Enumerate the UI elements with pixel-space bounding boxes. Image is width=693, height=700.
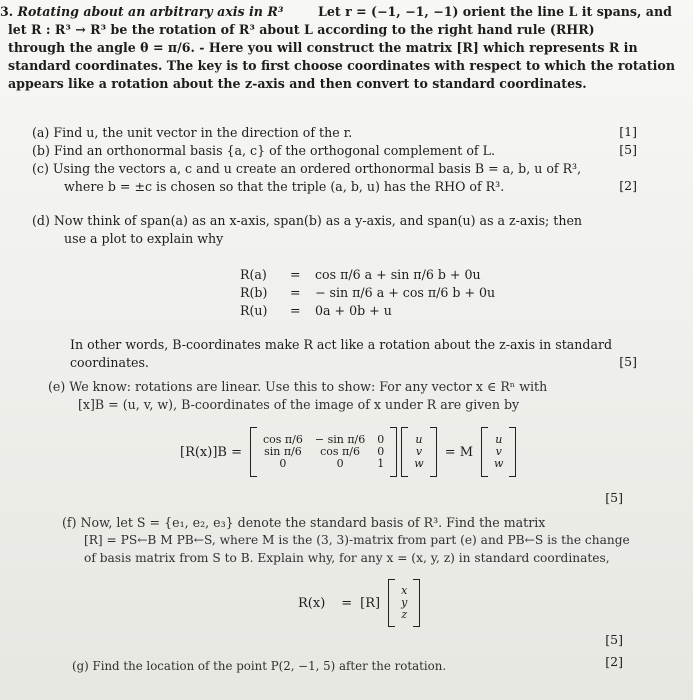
problem-header [0, 3, 283, 20]
f-eq: = [341, 595, 353, 611]
eq-lhs-b: R(b) [240, 285, 268, 300]
part-d-marks: [5] [619, 354, 637, 369]
part-d-conclusion-2: coordinates. [70, 355, 149, 370]
vec2-u: u [495, 433, 503, 446]
vec2-left-bracket [481, 427, 488, 477]
eq-rhs-b: − sin π/6 a + cos π/6 b + 0u [315, 285, 496, 300]
part-c-marks: [2] [619, 178, 637, 193]
f-vec-right-bracket [413, 579, 420, 627]
f-vec-left-bracket [388, 579, 395, 627]
intro-line-1: Let r = (−1, −1, −1) orient the line L it spans, and [318, 4, 672, 19]
rotation-equation [172, 426, 516, 478]
part-f-line-1: (f) Now, let S = {e₁, e₂, e₃} denote the standard basis of R³. Find the matrix [62, 515, 546, 530]
part-d-line-1: (d) Now think of span(a) as an x-axis, span(b) as a y-axis, and span(u) as a z-axis; then [32, 213, 583, 228]
m-11: cos π/6 [263, 433, 303, 446]
intro-line-3: through the angle θ = π/6. - Here you will construct the matrix [R] which represents R in [8, 40, 638, 55]
m-22: cos π/6 [320, 445, 360, 458]
eq-rhs-u: 0a + 0b + u [315, 303, 392, 318]
m-21: sin π/6 [264, 445, 302, 458]
f-z: z [401, 608, 408, 621]
part-c-line-2: where b = ±c is chosen so that the triple (a, b, u) has the RHO of R³. [64, 179, 505, 194]
rotation-lhs: [R(x)]B = [180, 444, 242, 460]
m-32: 0 [336, 457, 344, 470]
part-g-text: (g) Find the location of the point P(2, −1, 5) after the rotation. [72, 659, 447, 673]
vec2-right-bracket [509, 427, 516, 477]
intro-line-5: appears like a rotation about the z-axis and then convert to standard coordinates. [8, 76, 587, 91]
eq-lhs-a: R(a) [240, 267, 267, 282]
part-b-text: (b) Find an orthonormal basis {a, c} of the orthogonal complement of L. [32, 143, 495, 158]
m-31: 0 [279, 457, 287, 470]
part-f-line-2: [R] = PS←B M PB←S, where M is the (3, 3)-matrix from part (e) and PB←S is the change [84, 533, 630, 547]
vec-v: v [415, 445, 423, 458]
part-a-text: (a) Find u, the unit vector in the direction of the r. [32, 125, 353, 140]
part-e-marks: [5] [605, 490, 623, 505]
m-12: − sin π/6 [314, 433, 366, 446]
f-y: y [401, 596, 408, 609]
eq-lhs-u: R(u) [240, 303, 268, 318]
part-g-marks: [2] [605, 654, 623, 669]
f-x: x [401, 584, 408, 597]
problem-title: Rotating about an arbitrary axis in R³ [17, 4, 284, 19]
vec2-v: v [495, 445, 502, 458]
standard-coords-equation [290, 578, 420, 628]
part-a-marks: [1] [619, 124, 637, 139]
part-f-marks: [5] [605, 632, 623, 647]
part-e-line-2: [x]B = (u, v, w), B-coordinates of the image of x under R are given by [78, 397, 520, 412]
rotation-matrix [257, 434, 390, 470]
vec-w: w [414, 457, 424, 470]
intro-line-2: let R : R³ → R³ be the rotation of R³ about L according to the right hand rule (RHR) [8, 22, 595, 37]
problem-number: 3. [0, 4, 14, 19]
eq-sign-a: = [290, 267, 301, 282]
m-33: 1 [377, 457, 385, 470]
vec-u: u [415, 433, 423, 446]
coord-vector [408, 434, 429, 470]
eq-sign-b: = [290, 285, 301, 300]
part-d-line-2: use a plot to explain why [64, 231, 224, 246]
equals-M: = M [444, 444, 474, 460]
right-bracket [390, 427, 397, 477]
part-f-line-3: of basis matrix from S to B. Explain why, for any x = (x, y, z) in standard coordinates, [84, 551, 610, 565]
vec2-w: w [494, 457, 504, 470]
vec-right-bracket [430, 427, 437, 477]
intro-line-4: standard coordinates. The key is to first choose coordinates with respect to which the rotation [8, 58, 675, 73]
vec-left-bracket [401, 427, 408, 477]
m-23: 0 [377, 445, 385, 458]
part-b-marks: [5] [619, 142, 637, 157]
f-lhs: R(x) [298, 595, 326, 611]
part-c-line-1: (c) Using the vectors a, c and u create an ordered orthonormal basis B = a, b, u of R³, [32, 161, 582, 176]
part-e-line-1: (e) We know: rotations are linear. Use this to show: For any vector x ∈ Rⁿ with [48, 379, 548, 394]
eq-rhs-a: cos π/6 a + sin π/6 b + 0u [315, 267, 481, 282]
coord-vector-2 [488, 434, 509, 470]
f-vector [395, 585, 413, 621]
part-d-conclusion-1: In other words, B-coordinates make R act like a rotation about the z-axis in standard [70, 337, 613, 352]
left-bracket [250, 427, 257, 477]
m-13: 0 [377, 433, 385, 446]
f-R: [R] [360, 595, 381, 611]
eq-sign-u: = [290, 303, 301, 318]
